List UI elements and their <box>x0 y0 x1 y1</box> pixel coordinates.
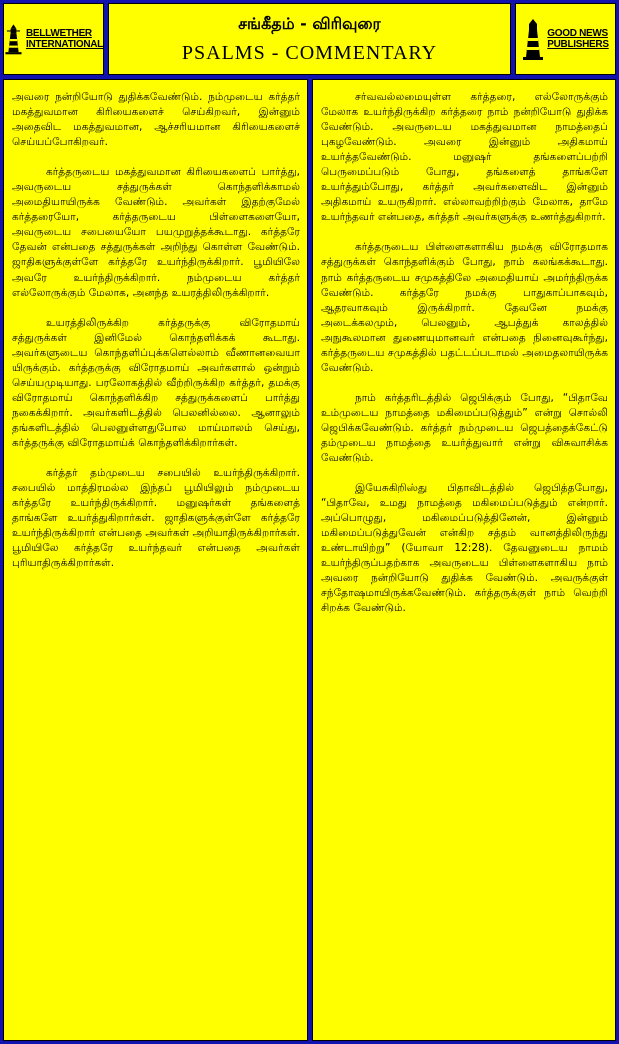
left-logo-line1: BELLWETHER <box>25 28 92 39</box>
good-news-logo <box>515 3 616 75</box>
left-paragraph-1: அவரை நன்றியோடு துதிக்கவேண்டும். நம்முடைய கர்த்தர் மகத்துவமான கிரியைகளைச் செய்கிறவர், இன்னும் அதைவிட மகத்துவமான, ஆச்சரியமான கிரியைகளைச் செய்யப்போகிறவர். <box>12 91 300 149</box>
lighthouse-icon <box>522 17 544 61</box>
left-column <box>3 79 308 1041</box>
right-column <box>312 79 616 1041</box>
right-paragraph-2: கர்த்தருடைய பிள்ளைகளாகிய நமக்கு விரோதமாக சத்துருக்கள் கொந்தளிக்கும் போது, நாம் கலங்கக்கூடாது. நாம் கர்த்தருடைய சமுகத்திலே அமைதியாய் அமர்ந்திருக்க வேண்டும். கர்த்தரே நமக்கு பாதுகாப்பாகவும், ஆதரவாகவும் இருக்கிறார். தேவனே நமக்கு அடைக்கலமும், பெலனும், ஆபத்துக் காலத்தில் அநுகூலமான துணையுமானவர் என்பதை நினைவுகூர்ந்து, கர்த்தருடைய சமுகத்தில் பதட்டப்படாமல் அமைதலாயிருக்க வேண்டும். <box>321 241 608 374</box>
left-paragraph-3: உயரத்திலிருக்கிற கர்த்தருக்கு விரோதமாய் சத்துருக்கள் இனிமேல் கொந்தளிக்கக் கூடாது. அவர்களுடைய கொந்தளிப்புக்களெல்லாம் வீணானவையா யிருக்கும். கர்த்தருக்கு விரோதமாய் அவர்களால் ஒன்றும் செய்யமுடியாது. பரலோகத்தில் வீற்றிருக்கிற கர்த்தர், தமக்கு விரோதமாய் கொந்தளிக்கிற சத்துருக்களைப் பார்த்து நகைக்கிறார். அவர்களிடத்தில் பெலனில்லை. ஆனாலும் தங்களிடத்தில் பெலனுள்ளதுபோல மாய்மாலம் செய்து, கர்த்தருக்கு விரோதமாய்க் கொந்தளிக்கிறார்கள். <box>12 316 300 449</box>
lighthouse-icon <box>4 17 23 61</box>
right-paragraph-4: இயேசுகிறிஸ்து பிதாவிடத்தில் ஜெபித்தபோது, “பிதாவே, உமது நாமத்தை மகிமைப்படுத்தும் என்றார். அப்பொழுது, மகிமைப்படுத்தினேன், இன்னும் மகிமைப்படுத்துவேன் என்கிற சத்தம் வானத்திலிருந்து உண்டாயிற்று” (யோவா 12:28). தேவனுடைய நாமம் உயர்ந்திருப்பதற்காக அவருடைய பிள்ளைகளாகிய நாம் அவரை நன்றியோடு துதிக்க வேண்டும். அவருக்குள் சந்தோஷமாயிருக்கவேண்டும். கர்த்தருக்குள் நாம் வெற்றி சிறக்க வேண்டும். <box>321 482 608 615</box>
title-tamil: சங்கீதம் - விரிவுரை <box>238 14 381 33</box>
right-logo-line1: GOOD NEWS <box>547 28 608 39</box>
left-paragraph-2: கர்த்தருடைய மகத்துவமான கிரியைகளைப் பார்த்து, அவருடைய சத்துருக்கள் கொந்தளிக்காமல் அமைதியாயிருக்க வேண்டும். அவர்கள் இதற்குமேல் கர்த்தரையோ, கர்த்தருடைய பிள்ளைகளையோ, அவருடைய சபையையோ பயமுறுத்தக்கூடாது. கர்த்தரே தேவன் என்பதை சத்துருக்கள் அறிந்து கொள்ள வேண்டும். ஜாதிகளுக்குள்ளே கர்த்தரே உயர்ந்திருக்கிறார். பூமியிலே அவரே உயர்ந்திருக்கிறார். நம்முடைய கர்த்தர் எல்லோருக்கும் மேலாக, அனந்த உயரத்திலிருக்கிறார். <box>12 166 300 299</box>
header-title-panel <box>108 3 511 75</box>
right-paragraph-1: சர்வவல்லமையுள்ள கர்த்தரை, எல்லோருக்கும் மேலாக உயர்ந்திருக்கிற கர்த்தரை நாம் நன்றியோடு துதிக்க வேண்டும். அவருடைய மகத்துவமான நாமத்தைப் புகழவேண்டும். அவரை இன்னும் அதிகமாய் உயர்த்தவேண்டும். மனுஷர் தங்களைப்பற்றி பெருமைப்படும் போது, தங்களைத் தாங்களே உயர்த்தும்போது, கர்த்தர் அவர்களைவிட இன்னும் அதிகமாய் உயருகிறார். எல்லாவற்றிற்கும் மேலாக, தாமே உயர்ந்தவர் என்பதை, கர்த்தர் அவர்களுக்கு உணர்த்துகிறார். <box>321 91 608 224</box>
right-paragraph-3: நாம் கர்த்தரிடத்தில் ஜெபிக்கும் போது, “பிதாவே உம்முடைய நாமத்தை மகிமைப்படுத்தும்” என்று சொல்லி ஜெபிக்கவேண்டும். கர்த்தர் நம்முடைய ஜெபத்தைக்கேட்டு தம்முடைய நாமத்தை உயர்த்துவார் என்று விசுவாசிக்க வேண்டும். <box>321 391 608 465</box>
bellwether-logo <box>3 3 104 75</box>
title-english: PSALMS - COMMENTARY <box>181 42 438 64</box>
left-paragraph-4: கர்த்தர் தம்முடைய சபையில் உயர்ந்திருக்கிறார். சபையில் மாத்திரமல்ல இந்தப் பூமியிலும் நம்முடைய கர்த்தரே உயர்ந்திருக்கிறார். மனுஷர்கள் தங்களைத் தாங்களே உயர்த்துகிறார்கள். ஜாதிகளுக்குள்ளே கர்த்தரே உயர்ந்திருக்கிறார் என்பதை அவர்கள் அறியாதிருக்கிறார்கள். பூமியிலே கர்த்தரே உயர்ந்தவர் என்பதை அவர்கள் புரியாதிருக்கிறார்கள். <box>12 467 300 570</box>
left-logo-line2: INTERNATIONAL <box>25 39 103 50</box>
right-logo-line2: PUBLISHERS <box>547 39 609 50</box>
